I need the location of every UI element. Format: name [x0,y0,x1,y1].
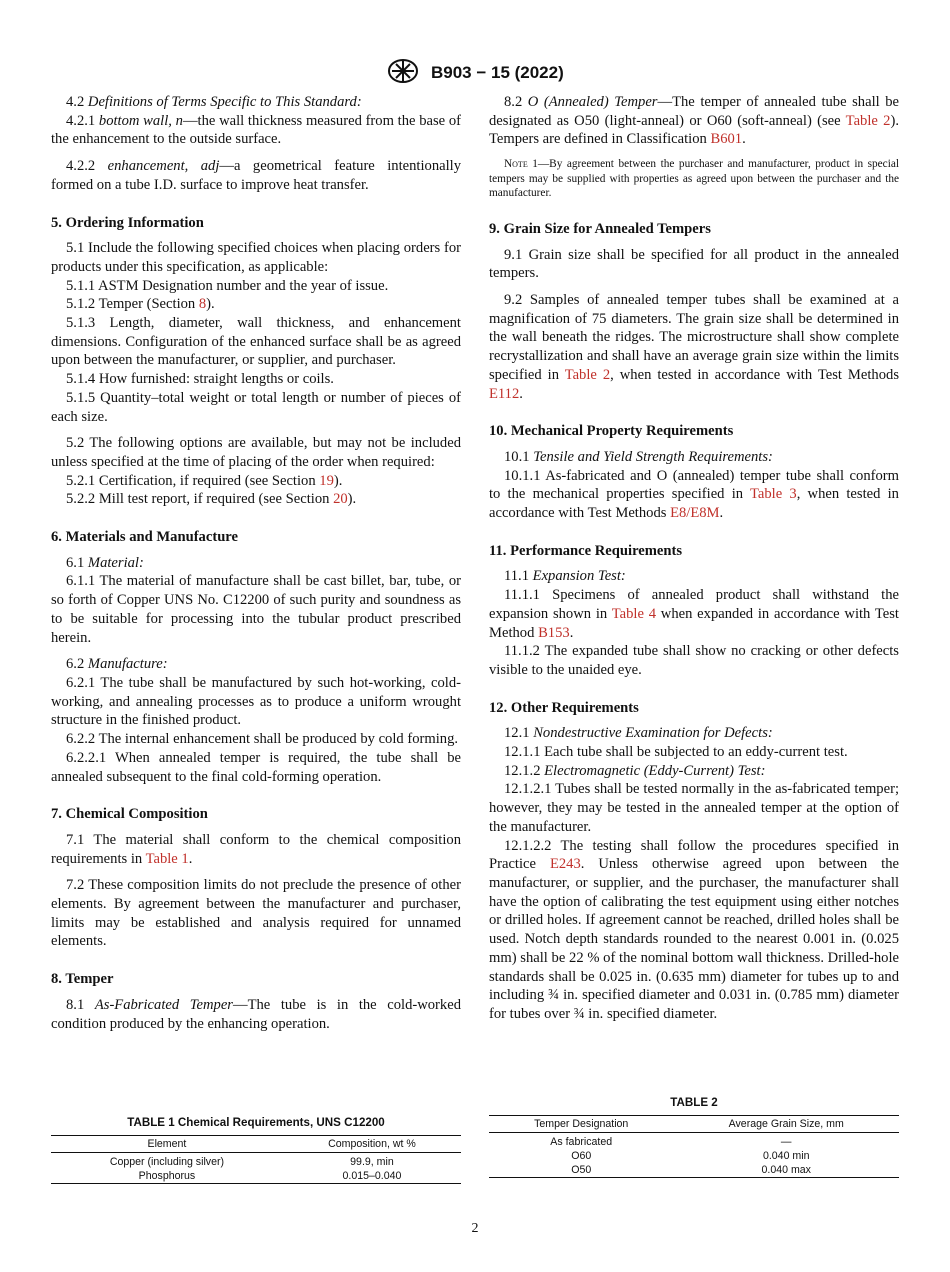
section-4-2-1: 4.2.1 bottom wall, n—the wall thickness measured from the base of the enhancement to the outside surface. [51,112,461,148]
section-5-1: 5.1 Include the following specified choices when placing orders for products under this specification, as applicable: [51,240,461,275]
table-2-header: Average Grain Size, mm [673,1116,899,1133]
heading-12: 12. Other Requirements [489,699,639,716]
section-7-2: 7.2 These composition limits do not preclude the presence of other elements. By agreement between the manufacturer and purchaser, limits may be established and analysis required for unnamed elements. [51,877,461,950]
heading-10: 10. Mechanical Property Requirements [489,423,734,440]
table-cell: 0.040 max [761,1164,811,1176]
table-2-caption: TABLE 2 [670,1096,718,1109]
table-cell: 0.040 min [762,1150,810,1162]
table-cell: O50 [571,1164,592,1176]
section-6-2-2-1: 6.2.2.1 When annealed temper is required, the tube shall be annealed subsequent to the final cold-forming operation. [51,749,461,785]
section-6-2-2: 6.2.2 The internal enhancement shall be produced by cold forming. [66,731,459,748]
table-4-link[interactable]: Table 4 [611,605,656,622]
note-1: Note 1—By agreement between the purchaser and manufacturer, product in special tempers may be supplied with properties as agreed upon between the purchaser and the manufacturer. [489,158,899,200]
section-9-1: 9.1 Grain size shall be specified for all product in the annealed tempers. [489,246,899,282]
table-cell: O60 [571,1150,592,1162]
section-6-2-1: 6.2.1 The tube shall be manufactured by such hot-working, cold-working, and annealing processes as to produce a uniform wrought structure in the finished product. [51,674,461,729]
e112-link[interactable]: E112 [489,385,520,402]
table-2 [489,1096,899,1178]
section-5-1-2: 5.1.2 Temper (Section 8). [66,296,215,313]
e8-e8m-link[interactable]: E8/E8M [670,505,720,522]
table-row [489,1133,899,1150]
section-20-link[interactable]: 20 [333,491,348,508]
table-1-caption: TABLE 1 Chemical Requirements, UNS C12200 [127,1116,385,1129]
table-row [51,1169,461,1184]
heading-6: 6. Materials and Manufacture [51,529,238,546]
table-row [489,1163,899,1178]
table-cell: 99.9, min [350,1156,394,1168]
table-1-link[interactable]: Table 1 [145,850,189,867]
section-6-1: 6.1 Material: [66,554,144,571]
heading-7: 7. Chemical Composition [51,806,208,823]
section-5-1-4: 5.1.4 How furnished: straight lengths or coils. [66,371,334,388]
table-3-link[interactable]: Table 3 [749,486,797,503]
section-11-1-1: 11.1.1 Specimens of annealed product shall withstand the expansion shown in Table 4 when expanded in accordance with Test Method B153. [489,587,899,641]
section-5-2: 5.2 The following options are available, but may not be included unless specified at the time of placing of the order when required: [51,435,461,470]
b153-link[interactable]: B153 [538,624,570,641]
section-12-1-2-1: 12.1.2.1 Tubes shall be tested normally in the as-fabricated temper; however, they may be tested in the annealed temper at the option of the manufacturer. [489,781,899,835]
section-6-1-1: 6.1.1 The material of manufacture shall be cast billet, bar, tube, or so forth of Copper UNS No. C12200 of such purity and soundness as to be suitable for processing into the tubular product prescribed herein. [51,573,461,646]
section-5-1-5: 5.1.5 Quantity–total weight or total length or number of pieces of each size. [51,389,461,425]
heading-9: 9. Grain Size for Annealed Tempers [489,220,711,237]
section-10-1: 10.1 Tensile and Yield Strength Requirements: [504,448,773,465]
section-8-1: 8.1 As-Fabricated Temper—The tube is in the cold-worked condition produced by the enhancing operation. [51,996,461,1032]
section-12-1-2-2: 12.1.2.2 The testing shall follow the procedures specified in Practice E243. Unless otherwise agreed upon between the manufacturer, or supplier, and the purchaser, the manufacturer shall have the option of calibrating the test equipment using either notches or drilled holes. If agreement cannot be reached, drilled holes shall be used. Notch depth standards rounded to the nearest 0.001 in. (0.025 mm) shall be 22 % of the nominal bottom wall thickness. Drilled-hole standards shall be 0.025 in. (0.635 mm) diameter for tubes up to and including ¾ in. specified diameter and 0.031 in. (0.785 mm) diameter for tubes over ¾ in. specified diameter. [489,837,899,1022]
table-1-header: Composition, wt % [283,1136,461,1153]
section-19-link[interactable]: 19 [319,472,334,489]
section-12-1: 12.1 Nondestructive Examination for Defects: [504,725,773,742]
section-11-1: 11.1 Expansion Test: [504,568,626,585]
section-12-1-1: 12.1.1 Each tube shall be subjected to an eddy-current test. [504,744,848,761]
section-8-link[interactable]: 8 [198,296,207,313]
section-4-2: 4.2 Definitions of Terms Specific to This Standard: [66,94,362,110]
table-row [489,1149,899,1163]
heading-8: 8. Temper [51,971,114,988]
table-row [51,1153,461,1170]
table-cell: — [780,1136,792,1148]
section-8-2: 8.2 O (Annealed) Temper—The temper of annealed tube shall be designated as O50 (light-anneal) or O60 (soft-anneal) (see Table 2). Tempers are defined in Classification B601. [489,94,899,148]
section-4-2-2: 4.2.2 enhancement, adj—a geometrical feature intentionally formed on a tube I.D. surface to improve heat transfer. [51,158,461,193]
section-6-2: 6.2 Manufacture: [66,656,168,673]
e243-link[interactable]: E243 [549,856,581,873]
table-cell: As fabricated [550,1136,613,1148]
table-cell: 0.015–0.040 [342,1170,402,1182]
b601-link[interactable]: B601 [710,131,743,148]
table-cell: Phosphorus [138,1170,196,1182]
page-header [0,58,950,89]
section-5-1-3: 5.1.3 Length, diameter, wall thickness, and enhancement dimensions. Configuration of the enhanced surface shall be as agreed upon between the manufacturer, or supplier, and purchaser. [51,315,461,369]
table-cell: Copper (including silver) [109,1156,225,1168]
section-7-1: 7.1 The material shall conform to the chemical composition requirements in Table 1. [51,831,461,867]
section-5-1-1: 5.1.1 ASTM Designation number and the year of issue. [66,277,389,294]
section-9-2: 9.2 Samples of annealed temper tubes shall be examined at a magnification of 75 diameters. The grain size shall be determined in the wall beneath the ridges. The microstructure shall show complete recrystallization and shall have an average grain size within the limits specified in Table 2, when tested in accordance with Test Methods E112. [489,292,900,402]
table-1 [51,1116,461,1184]
table-2-link[interactable]: Table 2 [564,366,611,383]
section-5-2-1: 5.2.1 Certification, if required (see Section 19). [66,472,343,489]
astm-logo-icon [386,58,420,89]
section-5-2-2: 5.2.2 Mill test report, if required (see Section 20). [66,491,357,508]
right-column [489,93,899,1024]
table-2-link[interactable]: Table 2 [845,112,891,129]
heading-11: 11. Performance Requirements [489,542,683,559]
standard-designation: B903 − 15 (2022) [430,62,564,82]
section-10-1-1: 10.1.1 As-fabricated and O (annealed) temper tube shall conform to the mechanical properties specified in Table 3, when tested in accordance with Test Methods E8/E8M. [489,467,899,522]
section-12-1-2: 12.1.2 Electromagnetic (Eddy-Current) Test: [504,762,766,779]
table-1-header: Element [51,1136,283,1153]
heading-5: 5. Ordering Information [51,214,204,231]
section-11-1-2: 11.1.2 The expanded tube shall show no cracking or other defects visible to the unaided eye. [489,643,899,678]
page-number: 2 [471,1221,479,1236]
table-2-header: Temper Designation [489,1116,673,1133]
left-column [51,93,461,1033]
